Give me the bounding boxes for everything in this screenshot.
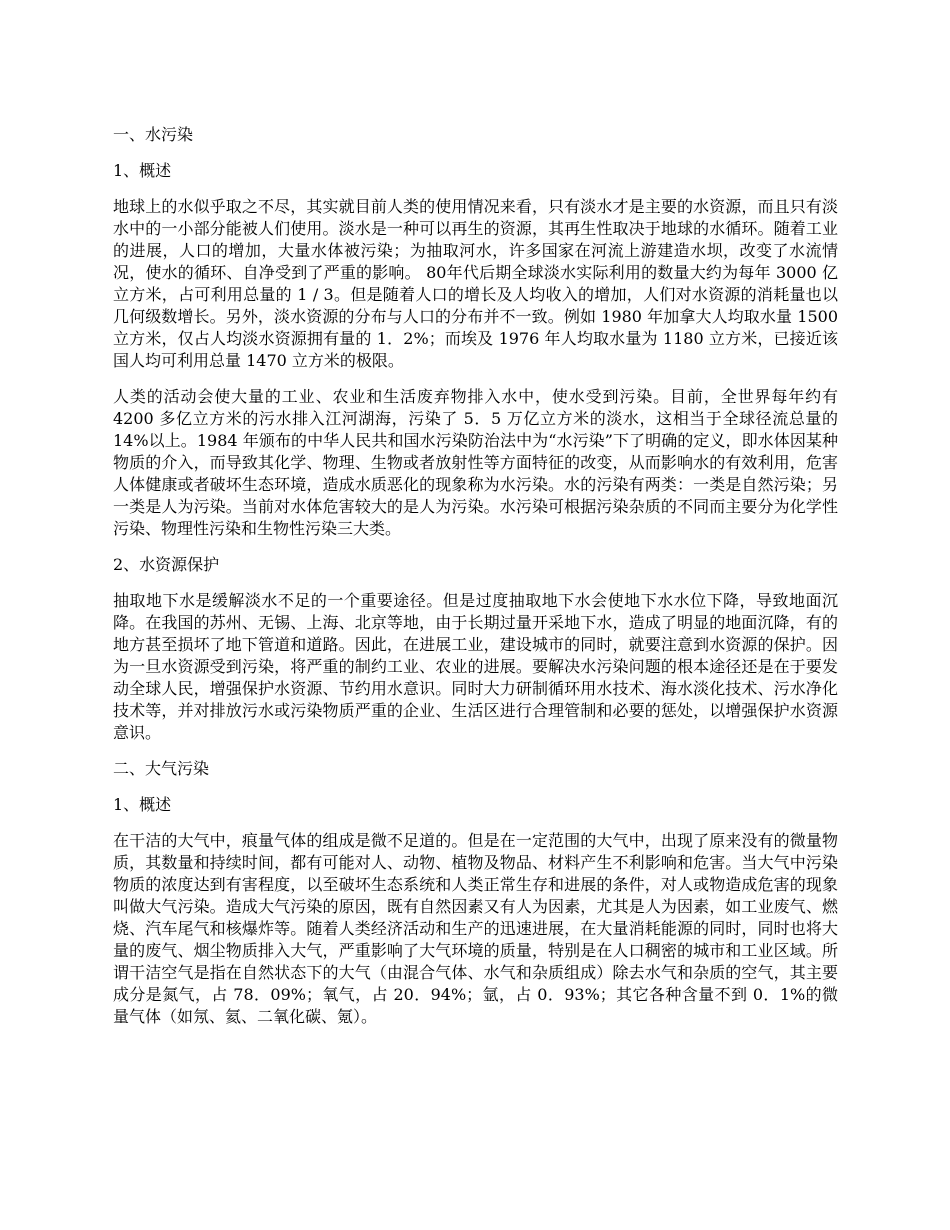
paragraph-air-pollution: 在干洁的大气中，痕量气体的组成是微不足道的。但是在一定范围的大气中，出现了原来没有的微量物质，其数量和持续时间，都有可能对人、动物、植物及物品、材料产生不利影响和危害。当大气中污染物质的浓度达到有害程度，以至破坏生态系统和人类正常生存和进展的条件，对人或物造成危害的现象叫做大气污染。造成大气污染的原因，既有自然因素又有人为因素，尤其是人为因素，如工业废气、燃烧、汽车尾气和核爆炸等。随着人类经济活动和生产的迅速进展，在大量消耗能源的同时，同时也将大量的废气、烟尘物质排入大气，严重影响了大气环境的质量，特别是在人口稠密的城市和工业区域。所谓干洁空气是指在自然状态下的大气（由混合气体、水气和杂质组成）除去水气和杂质的空气，其主要成分是氮气，占 78．09%；氧气，占 20．94%；氩，占 0．93%；其它各种含量不到 0．1%的微量气体（如氖、氦、二氧化碳、氪）。 xyxy=(113,831,838,1026)
paragraph-water-protection: 抽取地下水是缓解淡水不足的一个重要途径。但是过度抽取地下水会使地下水水位下降，导致地面沉降。在我国的苏州、无锡、上海、北京等地，由于长期过量开采地下水，造成了明显的地面沉降，有的地方甚至损坏了地下管道和道路。因此，在进展工业，建设城市的同时，就要注意到水资源的保护。因为一旦水资源受到污染，将严重的制约工业、农业的进展。要解决水污染问题的根本途径还是在于要发动全球人民，增强保护水资源、节约用水意识。同时大力研制循环用水技术、海水淡化技术、污水净化技术等，并对排放污水或污染物质严重的企业、生活区进行合理管制和必要的惩处，以增强保护水资源意识。 xyxy=(113,591,838,742)
subsection-heading-air-overview: 1、概述 xyxy=(113,795,172,814)
paragraph-water-pollution-definition: 人类的活动会使大量的工业、农业和生活废弃物排入水中，使水受到污染。目前，全世界每年约有 4200 多亿立方米的污水排入江河湖海，污染了 5．5 万亿立方米的淡水，这相当于全球径流总量的 14%以上。1984 年颁布的中华人民共和国水污染防治法中为“水污染”下了明确的定义，即水体因某种物质的介入，而导致其化学、物理、生物或者放射性等方面特征的改变，从而影响水的有效利用，危害人体健康或者破坏生态环境，造成水质恶化的现象称为水污染。水的污染有两类：一类是自然污染；另一类是人为污染。当前对水体危害较大的是人为污染。水污染可根据污染杂质的不同而主要分为化学性污染、物理性污染和生物性污染三大类。 xyxy=(113,387,838,538)
paragraph-freshwater-resources: 地球上的水似乎取之不尽，其实就目前人类的使用情况来看，只有淡水才是主要的水资源，而且只有淡水中的一小部分能被人们使用。淡水是一种可以再生的资源，其再生性取决于地球的水循环。随着工业的进展，人口的增加，大量水体被污染；为抽取河水，许多国家在河流上游建造水坝，改变了水流情况，使水的循环、自净受到了严重的影响。 80年代后期全球淡水实际利用的数量大约为每年 3000 亿立方米，占可利用总量的 1 / 3。但是随着人口的增长及人均收入的增加，人们对水资源的消耗量也以几何级数增长。另外，淡水资源的分布与人口的分布并不一致。例如 1980 年加拿大人均取水量 1500 立方米，仅占人均淡水资源拥有量的 1．2%；而埃及 1976 年人均取水量为 1180 立方米，已接近该国人均可利用总量 1470 立方米的极限。 xyxy=(113,197,838,370)
section-heading-water-pollution: 一、水污染 xyxy=(113,125,194,144)
subsection-heading-water-protection: 2、水资源保护 xyxy=(113,555,220,574)
subsection-heading-overview: 1、概述 xyxy=(113,161,172,180)
section-heading-air-pollution: 二、大气污染 xyxy=(113,759,210,778)
